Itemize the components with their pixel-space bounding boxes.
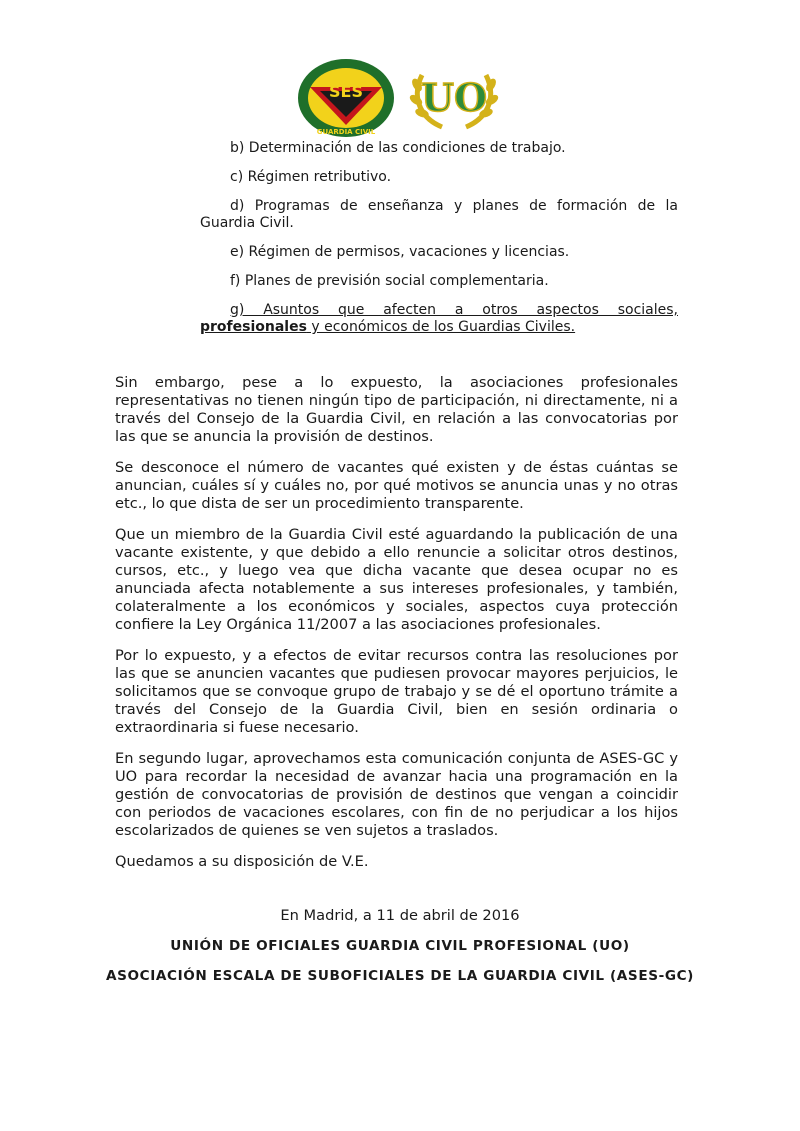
signature-block: [0, 907, 800, 998]
uo-logo: [408, 55, 500, 135]
list-item: d) Programas de enseñanza y planes de formación de la Guardia Civil.: [200, 198, 678, 231]
signatory-org-uo: UNIÓN DE OFICIALES GUARDIA CIVIL PROFESIONAL (UO): [170, 938, 630, 954]
ases-gc-logo: [296, 57, 396, 139]
competencias-list: [200, 140, 678, 348]
place-date: En Madrid, a 11 de abril de 2016: [280, 907, 520, 924]
list-item: e) Régimen de permisos, vacaciones y licencias.: [230, 244, 570, 260]
svg-text:SES: SES: [329, 82, 363, 101]
paragraph: Quedamos a su disposición de V.E.: [115, 853, 369, 870]
paragraph: En segundo lugar, aprovechamos esta comunicación conjunta de ASES-GC y UO para recordar la necesidad de avanzar hacia una programación en la gestión de convocatorias de provisión de destinos que vengan a coincidir con periodos de vacaciones escolares, con fin de no perjudicar a los hijos escolarizados de quienes se ven sujetos a traslados.: [115, 750, 678, 839]
list-item: b) Determinación de las condiciones de trabajo.: [230, 140, 566, 156]
list-item: c) Régimen retributivo.: [230, 169, 392, 185]
paragraph: Por lo expuesto, y a efectos de evitar recursos contra las resoluciones por las que se anuncien vacantes que pudiesen provocar mayores perjuicios, le solicitamos que se convoque grupo de trabajo y se dé el oportuno trámite a través del Consejo de la Guardia Civil, bien en sesión ordinaria o extraordinaria si fuese necesario.: [115, 647, 678, 736]
paragraph: Que un miembro de la Guardia Civil esté aguardando la publicación de una vacante existente, y que debido a ello renuncie a solicitar otros destinos, cursos, etc., y luego vea que dicha vacante que desea ocupar no es anunciada afecta notablemente a sus intereses profesionales, y también, colateralmente a los económicos y sociales, aspectos cuya protección confiere la Ley Orgánica 11/2007 a las asociaciones profesionales.: [115, 526, 678, 633]
paragraph: Sin embargo, pese a lo expuesto, la asociaciones profesionales representativas no tienen ningún tipo de participación, ni directamente, ni a través del Consejo de la Guardia Civil, en relación a las convocatorias por las que se anuncia la provisión de destinos.: [115, 374, 678, 445]
svg-text:GUARDIA CIVIL: GUARDIA CIVIL: [316, 128, 376, 136]
signatory-org-ases: ASOCIACIÓN ESCALA DE SUBOFICIALES DE LA GUARDIA CIVIL (ASES-GC): [105, 968, 694, 984]
list-item-text: y económicos de los Guardias Civiles.: [306, 319, 576, 335]
svg-text:UO: UO: [420, 75, 488, 120]
list-item-bold: profesionales: [200, 319, 307, 335]
list-item-text: g) Asuntos que afecten a otros aspectos sociales,: [230, 302, 678, 318]
header-logos: [296, 55, 506, 140]
letter-body: [115, 374, 678, 884]
list-item-underlined: [200, 302, 678, 336]
paragraph: Se desconoce el número de vacantes qué existen y de éstas cuántas se anuncian, cuáles sí y cuáles no, por qué motivos se anuncia unas y no otras etc., lo que dista de ser un procedimiento transparente.: [115, 459, 678, 512]
list-item: f) Planes de previsión social complementaria.: [230, 273, 549, 289]
